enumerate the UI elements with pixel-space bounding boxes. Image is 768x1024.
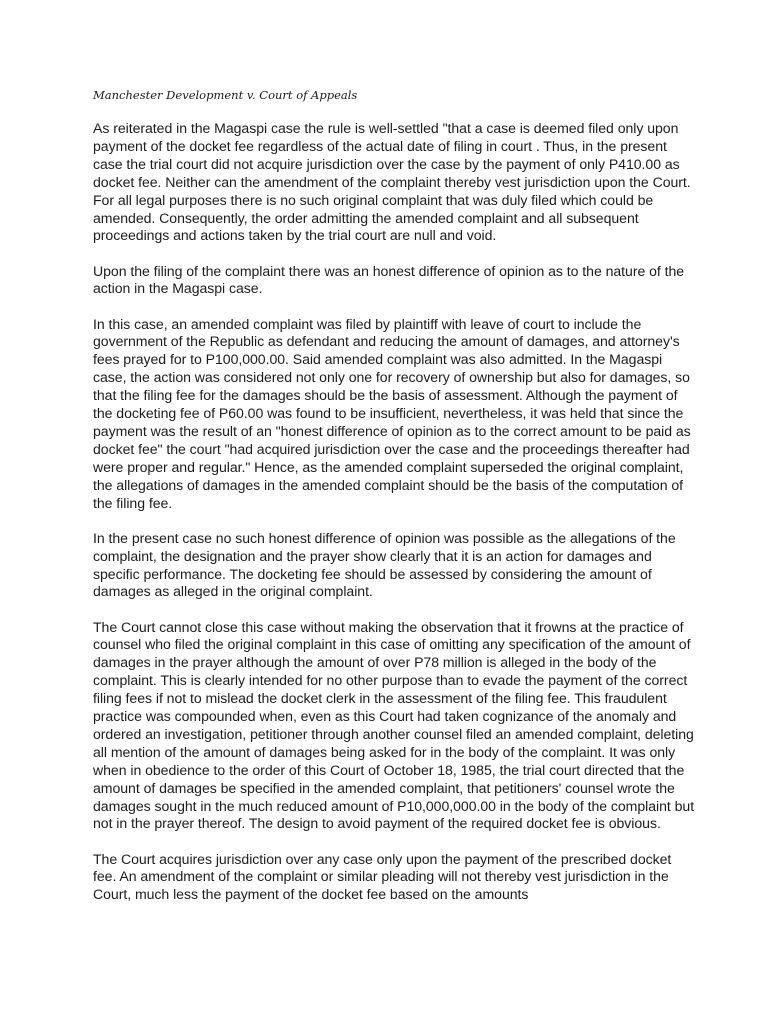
paragraph-4: In the present case no such honest difference of opinion was possible as the allegations of the complaint, the designation and the prayer show clearly that it is an action for damages and specific performance. The docketing fee should be assessed by considering the amount of damages as alleged in the original complaint.: [93, 529, 676, 600]
paragraph-1: As reiterated in the Magaspi case the rule is well-settled "that a case is deemed filed only upon payment of the docket fee regardless of the actual date of filing in court . Thus, in the present case the trial court did not acquire jurisdiction over the case by the payment of only P410.00 as docket fee. Neither can the amendment of the complaint thereby vest jurisdiction upon the Court. For all legal purposes there is no such original complaint that was duly filed which could be amended. Consequently, the order admitting the amended complaint and all subsequent proceedings and actions taken by the trial court are null and void.: [93, 120, 691, 244]
paragraph-6: The Court acquires jurisdiction over any case only upon the payment of the prescribed docket fee. An amendment of the complaint or similar pleading will not thereby vest jurisdiction in the Court, much less the payment of the docket fee based on the amounts: [93, 850, 672, 903]
paragraph-2: Upon the filing of the complaint there was an honest difference of opinion as to the nature of the action in the Magaspi case.: [93, 262, 685, 297]
document-title: Manchester Development v. Court of Appeals: [93, 88, 358, 102]
paragraph-3: In this case, an amended complaint was filed by plaintiff with leave of court to include the government of the Republic as defendant and reducing the amount of damages, and attorney's fees prayed for to P100,000.00. Said amended complaint was also admitted. In the Magaspi case, the action was considered not only one for recovery of ownership but also for damages, so that the filing fee for the damages should be the basis of assessment. Although the payment of the docketing fee of P60.00 was found to be insufficient, nevertheless, it was held that since the payment was the result of an "honest difference of opinion as to the correct amount to be paid as docket fee" the court "had acquired jurisdiction over the case and the proceedings thereafter had were proper and regular." Hence, as the amended complaint superseded the original complaint, the allegations of damages in the amended complaint should be the basis of the computation of the filing fee.: [93, 315, 691, 511]
paragraph-5: The Court cannot close this case without making the observation that it frowns at the practice of counsel who filed the original complaint in this case of omitting any specification of the amount of damages in the prayer although the amount of over P78 million is alleged in the body of the complaint. This is clearly intended for no other purpose than to evade the payment of the correct filing fees if not to mislead the docket clerk in the assessment of the filing fee. This fraudulent practice was compounded when, even as this Court had taken cognizance of the anomaly and ordered an investigation, petitioner through another counsel filed an amended complaint, deleting all mention of the amount of damages being asked for in the body of the complaint. It was only when in obedience to the order of this Court of October 18, 1985, the trial court directed that the amount of damages be specified in the amended complaint, that petitioners' counsel wrote the damages sought in the much reduced amount of P10,000,000.00 in the body of the complaint but not in the prayer thereof. The design to avoid payment of the required docket fee is obvious.: [93, 618, 695, 832]
